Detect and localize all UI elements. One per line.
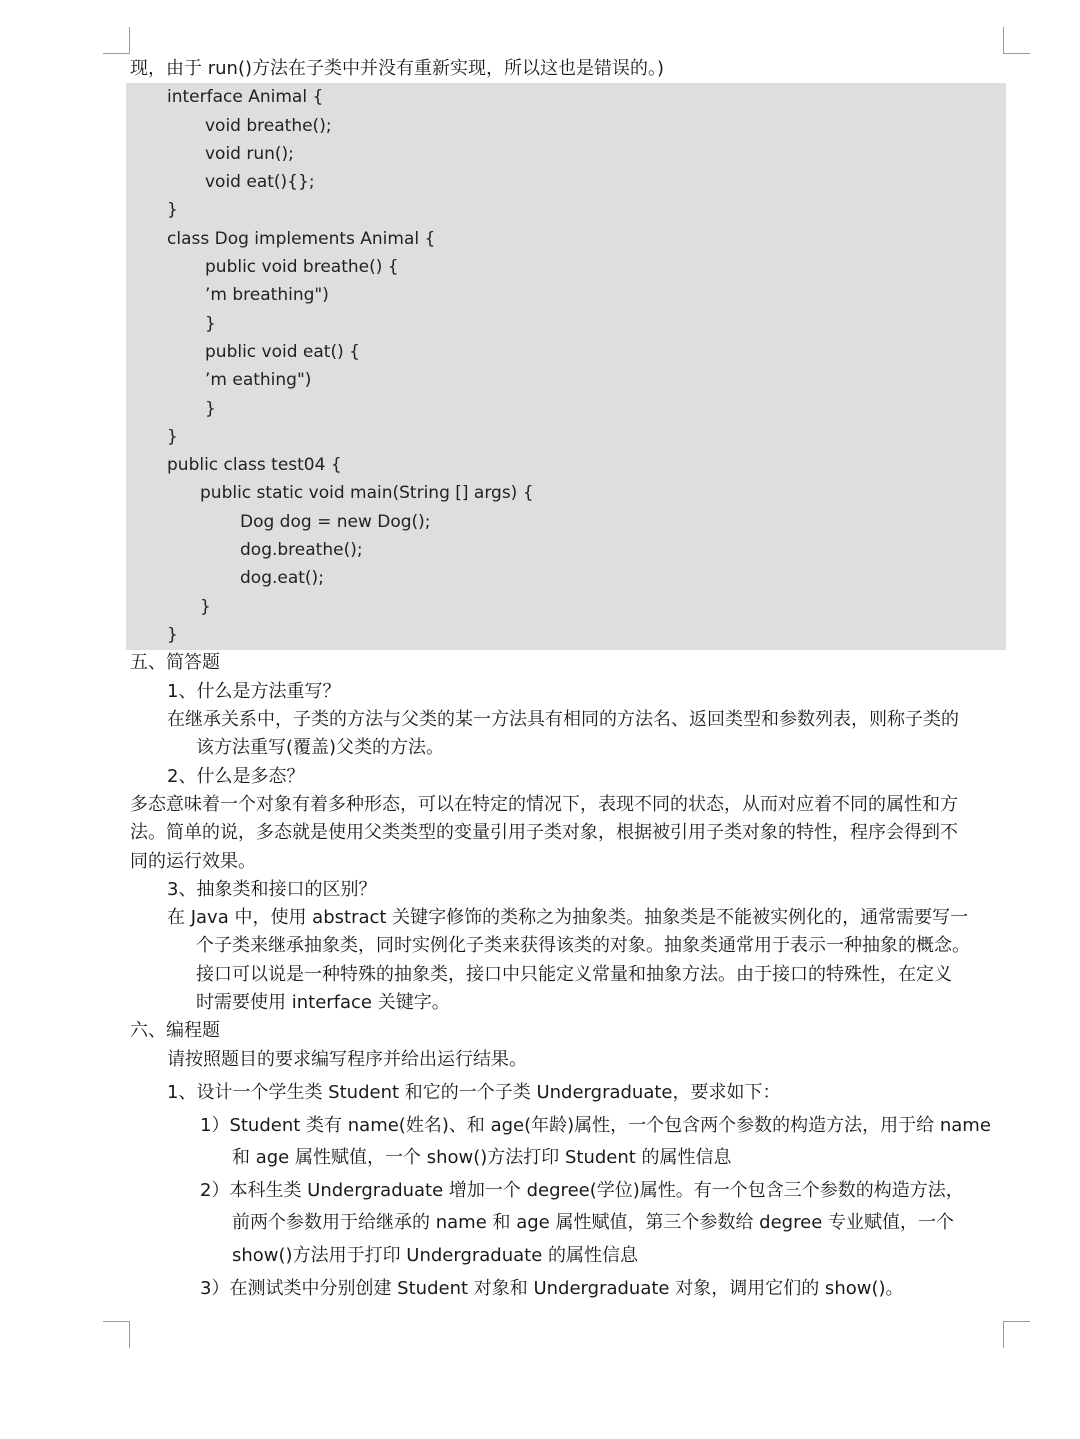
code-line: public void breathe() { bbox=[205, 257, 399, 277]
section-5-title: 五、简答题 bbox=[130, 652, 220, 673]
requirement-2-line: 前两个参数用于给继承的 name 和 age 属性赋值，第三个参数给 degree 专业赋值，一个 bbox=[232, 1212, 954, 1233]
code-line: interface Animal { bbox=[167, 87, 324, 107]
code-line: ’m breathing") bbox=[205, 285, 329, 305]
code-line: public static void main(String [] args) { bbox=[200, 483, 534, 503]
crop-mark-bottom-right bbox=[1003, 1321, 1030, 1348]
code-line: public class test04 { bbox=[167, 455, 342, 475]
question-2: 2、什么是多态？ bbox=[167, 766, 305, 787]
requirement-2-line: 2）本科生类 Undergraduate 增加一个 degree(学位)属性。有一个包含三个参数的构造方法， bbox=[200, 1180, 964, 1201]
answer-2-line: 多态意味着一个对象有着多种形态，可以在特定的情况下，表现不同的状态，从而对应着不同的属性和方 bbox=[130, 794, 958, 815]
question-1: 1、什么是方法重写？ bbox=[167, 681, 341, 702]
code-line: } bbox=[167, 427, 178, 447]
code-line: Dog dog = new Dog(); bbox=[240, 512, 431, 532]
crop-mark-bottom-left bbox=[103, 1321, 130, 1348]
requirement-2-line: show()方法用于打印 Undergraduate 的属性信息 bbox=[232, 1245, 639, 1266]
requirement-3-line: 3）在测试类中分别创建 Student 对象和 Undergraduate 对象，调用它们的 show()。 bbox=[200, 1278, 904, 1299]
code-line: dog.eat(); bbox=[240, 568, 324, 588]
answer-3-line: 时需要使用 interface 关键字。 bbox=[196, 992, 450, 1013]
code-line: void run(); bbox=[205, 144, 294, 164]
question-3: 3、抽象类和接口的区别？ bbox=[167, 879, 377, 900]
instruction-text: 请按照题目的要求编写程序并给出运行结果。 bbox=[167, 1049, 527, 1070]
code-block bbox=[126, 83, 1006, 650]
code-line: } bbox=[167, 625, 178, 645]
code-line: } bbox=[205, 399, 216, 419]
crop-mark-top-left bbox=[103, 27, 130, 54]
answer-3-line: 在 Java 中，使用 abstract 关键字修饰的类称之为抽象类。抽象类是不能被实例化的，通常需要写一 bbox=[167, 907, 969, 928]
answer-1-line: 该方法重写(覆盖)父类的方法。 bbox=[196, 737, 445, 758]
answer-2-line: 法。简单的说，多态就是使用父类类型的变量引用子类对象，根据被引用子类对象的特性，程序会得到不 bbox=[130, 822, 958, 843]
answer-3-line: 接口可以说是一种特殊的抽象类，接口中只能定义常量和抽象方法。由于接口的特殊性，在定义 bbox=[196, 964, 952, 985]
task-1-title: 1、设计一个学生类 Student 和它的一个子类 Undergraduate，要求如下： bbox=[167, 1082, 781, 1103]
crop-mark-top-right bbox=[1003, 27, 1030, 54]
requirement-1-line: 和 age 属性赋值，一个 show()方法打印 Student 的属性信息 bbox=[232, 1147, 732, 1168]
answer-2-line: 同的运行效果。 bbox=[130, 851, 256, 872]
code-line: public void eat() { bbox=[205, 342, 360, 362]
code-line: } bbox=[167, 200, 178, 220]
section-6-title: 六、编程题 bbox=[130, 1020, 220, 1041]
answer-1-line: 在继承关系中，子类的方法与父类的某一方法具有相同的方法名、返回类型和参数列表，则称子类的 bbox=[167, 709, 959, 730]
code-line: dog.breathe(); bbox=[240, 540, 363, 560]
code-line: void eat(){}; bbox=[205, 172, 315, 192]
code-line: class Dog implements Animal { bbox=[167, 229, 436, 249]
code-line: } bbox=[200, 597, 211, 617]
code-line: void breathe(); bbox=[205, 116, 332, 136]
requirement-1-line: 1）Student 类有 name(姓名)、和 age(年龄)属性，一个包含两个参数的构造方法，用于给 name bbox=[200, 1115, 991, 1136]
code-line: } bbox=[205, 314, 216, 334]
answer-3-line: 个子类来继承抽象类，同时实例化子类来获得该类的对象。抽象类通常用于表示一种抽象的概念。 bbox=[196, 935, 970, 956]
intro-text: 现，由于 run()方法在子类中并没有重新实现，所以这也是错误的。) bbox=[130, 58, 665, 79]
code-line: ’m eathing") bbox=[205, 370, 312, 390]
